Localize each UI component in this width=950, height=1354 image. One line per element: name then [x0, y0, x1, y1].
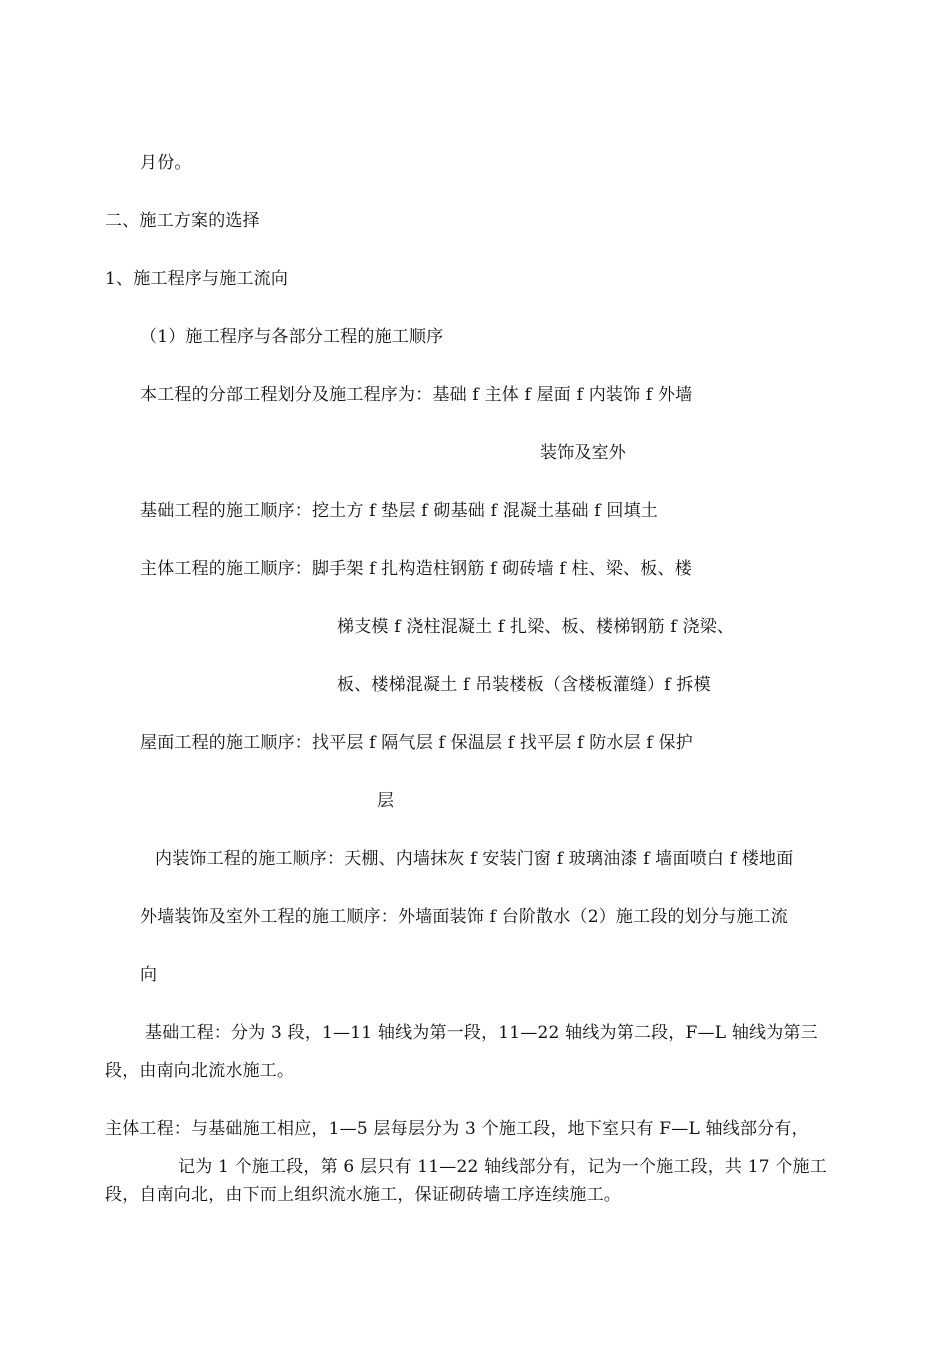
- text-line: 段，由南向北流水施工。: [105, 1061, 295, 1081]
- text-line: 月份。: [140, 153, 192, 173]
- text-line: 梯支模 f 浇柱混凝土 f 扎梁、板、楼梯钢筋 f 浇梁、: [337, 617, 735, 637]
- text-line: 层: [377, 791, 395, 811]
- subsection-heading: 1、施工程序与施工流向: [105, 269, 289, 289]
- text-line: 内装饰工程的施工顺序：天棚、内墙抹灰 f 安装门窗 f 玻璃油漆 f 墙面喷白 f 楼地面: [155, 849, 794, 869]
- text-line: 板、楼梯混凝土 f 吊装楼板（含楼板灌缝）f 拆模: [337, 675, 711, 695]
- text-line: 基础工程：分为 3 段，1—11 轴线为第一段，11—22 轴线为第二段，F—L 轴线为第三: [145, 1023, 818, 1043]
- subsubsection-heading: （1）施工程序与各部分工程的施工顺序: [140, 327, 444, 347]
- text-line: 记为 1 个施工段，第 6 层只有 11—22 轴线部分有，记为一个施工段，共 17 个施工: [178, 1157, 827, 1177]
- text-line: 本工程的分部工程划分及施工程序为：基础 f 主体 f 屋面 f 内装饰 f 外墙: [140, 385, 693, 405]
- text-line: 屋面工程的施工顺序：找平层 f 隔气层 f 保温层 f 找平层 f 防水层 f 保护: [140, 733, 693, 753]
- text-line: 基础工程的施工顺序：挖土方 f 垫层 f 砌基础 f 混凝土基础 f 回填土: [140, 501, 658, 521]
- section-heading: 二、施工方案的选择: [105, 211, 260, 231]
- text-line: 段，自南向北，由下而上组织流水施工，保证砌砖墙工序连续施工。: [105, 1185, 621, 1205]
- text-line: 主体工程：与基础施工相应，1—5 层每层分为 3 个施工段，地下室只有 F—L 轴线部分有，: [105, 1119, 809, 1139]
- text-line: 装饰及室外: [540, 443, 626, 463]
- text-line: 向: [140, 965, 158, 985]
- text-line: 主体工程的施工顺序：脚手架 f 扎构造柱钢筋 f 砌砖墙 f 柱、梁、板、楼: [140, 559, 692, 579]
- text-line: 外墙装饰及室外工程的施工顺序：外墙面装饰 f 台阶散水（2）施工段的划分与施工流: [140, 907, 788, 927]
